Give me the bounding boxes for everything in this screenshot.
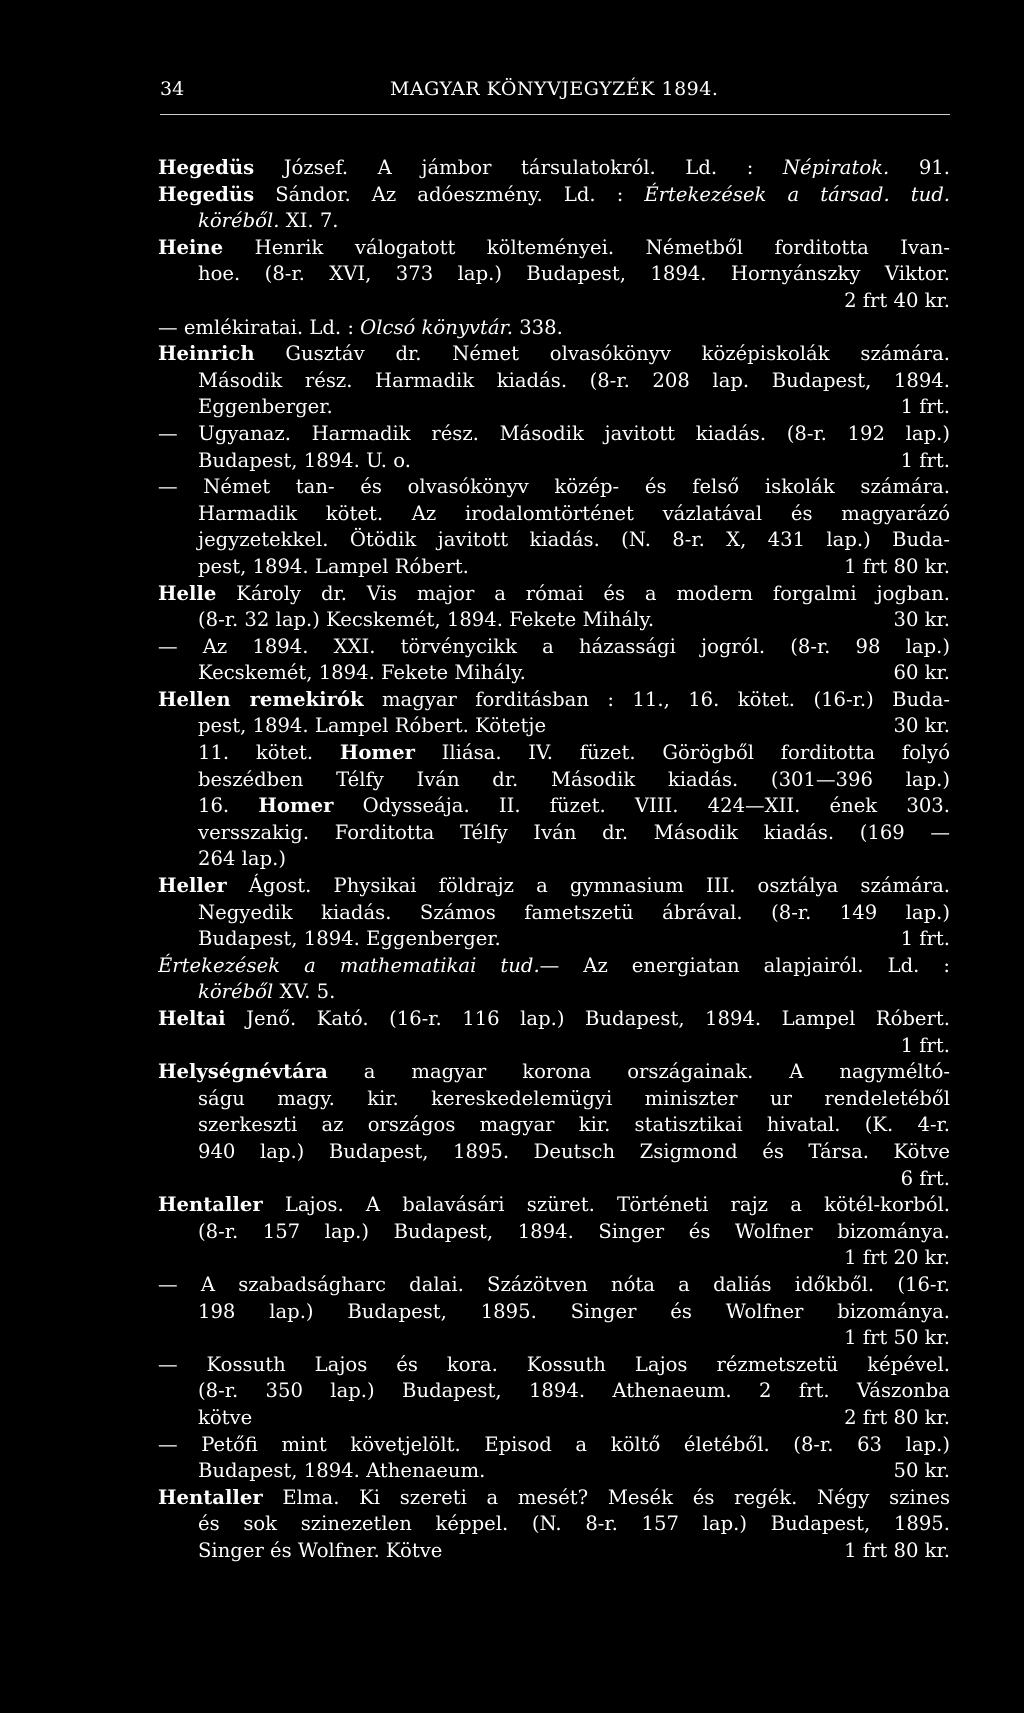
text: Budapest, 1894. Eggenberger. (198, 927, 501, 951)
text: Gusztáv dr. Német olvasókönyv középiskolák számára. (254, 342, 950, 366)
running-title: MAGYAR KÖNYVJEGYZÉK 1894. (390, 78, 719, 100)
text: jegyzetekkel. Ötödik javitott kiadás. (N. 8-r. X, 431 lap.) Buda- (198, 528, 950, 552)
price: 2 frt 80 kr. (844, 1405, 950, 1429)
headword: Heinrich (158, 342, 255, 366)
text-line (158, 1059, 950, 1086)
text-line (158, 1245, 950, 1272)
italic-ref: Értekezések a társad. tud. (644, 182, 950, 206)
headword: Heine (158, 235, 224, 259)
text: 198 lap.) Budapest, 1895. Singer és Wolfner bizománya. (198, 1299, 950, 1323)
text: — Német tan- és olvasókönyv közép- és felső iskolák számára. (158, 475, 950, 499)
text-line (158, 368, 950, 395)
text: XI. 7. (279, 209, 339, 233)
text-line (158, 235, 950, 262)
italic-ref: köréből. (198, 209, 280, 233)
price: 1 frt. (900, 927, 950, 951)
price: 1 frt 80 kr. (844, 554, 950, 578)
text-line (158, 1112, 950, 1139)
header-rule (160, 114, 950, 115)
price: 1 frt. (900, 1033, 950, 1057)
headword: Heltai (158, 1007, 226, 1030)
text-line (158, 687, 950, 714)
text-line (158, 1166, 950, 1193)
text-line (158, 315, 950, 342)
text: (8-r. 32 lap.) Kecskemét, 1894. Fekete Mihály. (198, 608, 655, 632)
text: Lajos. A balavásári szüret. Történeti rajz a kötél-korból. (262, 1193, 950, 1217)
text-line (158, 421, 950, 448)
price: 1 frt 50 kr. (844, 1326, 950, 1350)
text: és sok szinezetlen képpel. (N. 8-r. 157 lap.) Budapest, 1895. (198, 1512, 950, 1536)
text: Henrik válogatott költeményei. Németből forditotta Ivan- (223, 235, 950, 259)
headword: Heller (158, 874, 227, 898)
text-line (158, 873, 950, 900)
text: Második rész. Harmadik kiadás. (8-r. 208 lap. Budapest, 1894. (198, 368, 950, 392)
text: (8-r. 157 lap.) Budapest, 1894. Singer és Wolfner bizománya. (198, 1219, 950, 1243)
text-line (158, 1033, 950, 1060)
text-line (158, 1432, 950, 1459)
text-line (158, 1006, 950, 1033)
price: 1 frt 20 kr. (844, 1246, 950, 1270)
text-line (158, 793, 950, 820)
text-line (158, 846, 950, 873)
text: Odysseája. II. füzet. VIII. 424—XII. ének 303. (333, 794, 950, 818)
text-line (158, 1485, 950, 1512)
text-line (158, 208, 950, 235)
headword: Helységnévtára (158, 1060, 328, 1084)
text: pest, 1894. Lampel Róbert. Kötetje (198, 714, 547, 738)
text: — emlékiratai. Ld. : (158, 315, 361, 339)
text: szerkeszti az országos magyar kir. statisztikai hivatal. (K. 4-r. (198, 1113, 950, 1137)
text-line (158, 1139, 950, 1166)
text: Negyedik kiadás. Számos fametszetü ábrával. (8-r. 149 lap.) (198, 900, 950, 924)
text-line (158, 288, 950, 315)
text: a magyar korona országainak. A nagyméltó- (327, 1060, 950, 1084)
text: 338. (512, 315, 563, 339)
text-line (158, 261, 950, 288)
text-line (158, 926, 950, 953)
headword: Helle (158, 581, 217, 605)
text-line (158, 1219, 950, 1246)
text-line (158, 607, 950, 634)
text-line (158, 554, 950, 581)
text-line (158, 182, 950, 209)
italic-ref: Népiratok. (782, 156, 890, 179)
text-line (158, 634, 950, 661)
text-line (158, 448, 950, 475)
text-line (158, 581, 950, 608)
text: Harmadik kötet. Az irodalomtörténet vázlatával és magyarázó (198, 501, 950, 525)
text-line (158, 900, 950, 927)
price: 30 kr. (893, 608, 950, 632)
text-line (158, 1352, 950, 1379)
text: — A szabadságharc dalai. Százötven nóta a daliás időkből. (16-r. (158, 1272, 950, 1296)
text: — Ugyanaz. Harmadik rész. Második javitott kiadás. (8-r. 192 lap.) (158, 421, 950, 445)
text-line (158, 341, 950, 368)
page-header (160, 78, 950, 104)
headword: Hentaller (158, 1193, 263, 1217)
text-line (158, 1538, 950, 1565)
text: Károly dr. Vis major a római és a modern forgalmi jogban. (216, 581, 950, 605)
price: 2 frt 40 kr. (844, 288, 950, 312)
text: Eggenberger. (198, 395, 333, 419)
text-line (158, 1192, 950, 1219)
text: 16. (198, 794, 259, 818)
text-line (158, 527, 950, 554)
text: Budapest, 1894. U. o. (198, 448, 411, 472)
text: 264 lap.) (198, 847, 286, 871)
text: versszakig. Forditotta Télfy Iván dr. Második kiadás. (169 — (198, 820, 950, 844)
text: magyar forditásban : 11., 16. kötet. (16-r.) Buda- (363, 687, 950, 711)
price: 1 frt. (900, 395, 950, 419)
text: 11. kötet. (198, 741, 340, 765)
text: (8-r. 350 lap.) Budapest, 1894. Athenaeum. 2 frt. Vászonba (198, 1379, 950, 1403)
text: Iliása. IV. füzet. Görögből forditotta folyó (414, 741, 950, 765)
text: beszédben Télfy Iván dr. Második kiadás. (301—396 lap.) (198, 767, 950, 791)
text: kötve (198, 1405, 253, 1429)
text-line (158, 979, 950, 1006)
text: Ágost. Physikai földrajz a gymnasium III. osztálya számára. (226, 874, 950, 898)
text-line (158, 767, 950, 794)
text: József. A jámbor társulatokról. Ld. : (254, 156, 783, 179)
headword: Hentaller (158, 1485, 263, 1509)
text: hoe. (8-r. XVI, 373 lap.) Budapest, 1894. Hornyánszky Viktor. (198, 262, 950, 286)
italic-ref: köréből (198, 980, 274, 1004)
text: 940 lap.) Budapest, 1895. Deutsch Zsigmond és Társa. Kötve (198, 1139, 950, 1163)
text-line (158, 501, 950, 528)
text-line (158, 713, 950, 740)
italic-ref: Olcsó könyvtár. (360, 315, 513, 339)
price: 50 kr. (893, 1459, 950, 1483)
text: XV. 5. (273, 980, 336, 1004)
text-line (158, 1458, 950, 1485)
text: Elma. Ki szereti a mesét? Mesék és regék. Négy szines (262, 1485, 950, 1509)
text: Kecskemét, 1894. Fekete Mihály. (198, 661, 526, 685)
text-line (158, 1272, 950, 1299)
text: 91. (889, 156, 950, 179)
text-line (158, 820, 950, 847)
text: — Az 1894. XXI. törvénycikk a házassági jogról. (8-r. 98 lap.) (158, 634, 950, 658)
price: 30 kr. (893, 714, 950, 738)
text-line (158, 740, 950, 767)
headword: Homer (339, 741, 415, 765)
text-line (158, 1325, 950, 1352)
text-line (158, 1299, 950, 1326)
headword: Hegedüs (158, 156, 255, 179)
price: 6 frt. (900, 1166, 950, 1190)
headword: Hellen remekirók (158, 687, 364, 711)
text-line (158, 1405, 950, 1432)
entry-list (158, 155, 950, 1564)
italic-ref: Értekezések a mathematikai tud. (158, 953, 540, 977)
headword: Hegedüs (158, 182, 255, 206)
text-line (158, 1378, 950, 1405)
text: — Kossuth Lajos és kora. Kossuth Lajos rézmetszetü képével. (158, 1352, 950, 1376)
text-line (158, 394, 950, 421)
text: Sándor. Az adóeszmény. Ld. : (254, 182, 645, 206)
text: pest, 1894. Lampel Róbert. (198, 554, 469, 578)
text-line (158, 474, 950, 501)
text-line (158, 953, 950, 980)
page-number: 34 (160, 78, 185, 100)
text: ságu magy. kir. kereskedelemügyi miniszter ur rendeletéből (198, 1086, 950, 1110)
price: 60 kr. (893, 661, 950, 685)
text: Budapest, 1894. Athenaeum. (198, 1459, 486, 1483)
text: — Petőfi mint követjelölt. Episod a költő életéből. (8-r. 63 lap.) (158, 1432, 950, 1456)
price: 1 frt. (900, 448, 950, 472)
text-line (158, 155, 950, 182)
text: Singer és Wolfner. Kötve (198, 1538, 443, 1562)
text-line (158, 660, 950, 687)
headword: Homer (258, 794, 334, 818)
price: 1 frt 80 kr. (844, 1538, 950, 1562)
text: Jenő. Kató. (16-r. 116 lap.) Budapest, 1894. Lampel Róbert. (225, 1007, 950, 1030)
text-line (158, 1511, 950, 1538)
text-line (158, 1086, 950, 1113)
text: — Az energiatan alapjairól. Ld. : (539, 953, 950, 977)
